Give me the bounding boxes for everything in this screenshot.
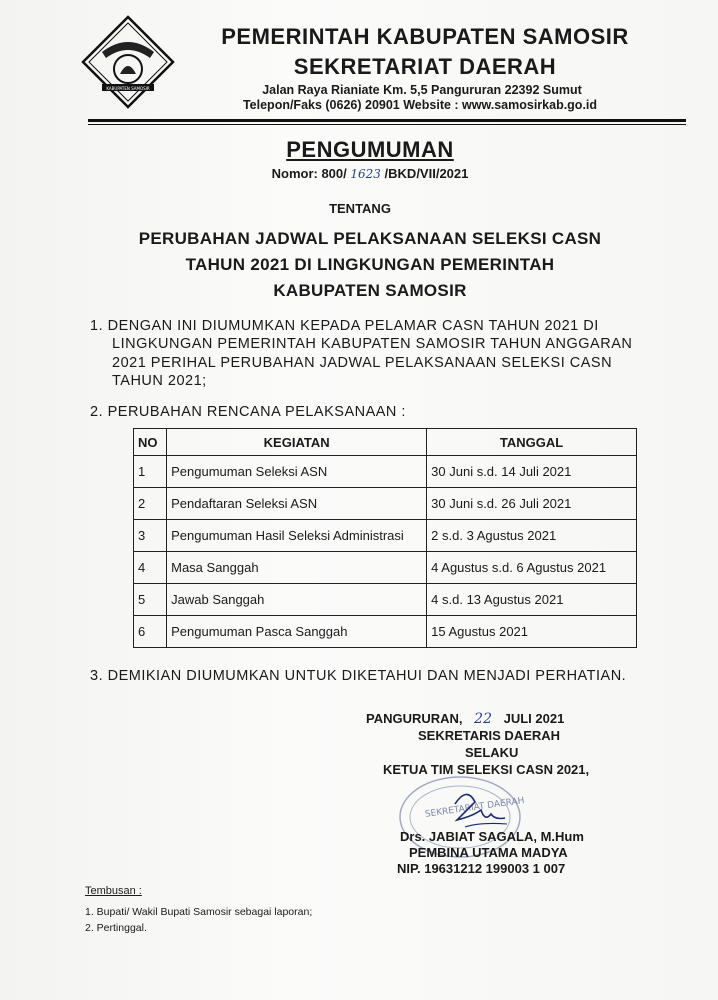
paragraph-1-line: 1. DENGAN INI DIUMUMKAN KEPADA PELAMAR CASN TAHUN 2021 DI: [90, 318, 599, 334]
signer-name: Drs. JABIAT SAGALA, M.Hum: [400, 829, 584, 844]
schedule-table: [133, 428, 637, 648]
row-activity: Pengumuman Hasil Seleksi Administrasi: [167, 520, 427, 552]
subject-line: PERUBAHAN JADWAL PELAKSANAAN SELEKSI CASN: [138, 229, 602, 248]
document-number-suffix: /BKD/VII/2021: [384, 166, 469, 181]
signer-rank: PEMBINA UTAMA MADYA: [409, 845, 568, 860]
column-header-no: NO: [134, 429, 167, 456]
document-number-prefix: Nomor: 800/: [271, 166, 347, 181]
paragraph-1-line: LINGKUNGAN PEMERINTAH KABUPATEN SAMOSIR TAHUN ANGGARAN: [112, 336, 633, 352]
cc-title: Tembusan :: [85, 885, 142, 897]
signature-role: SELAKU: [465, 745, 519, 760]
table-row: [134, 584, 637, 616]
table-row: [134, 488, 637, 520]
row-date: 2 s.d. 3 Agustus 2021: [427, 520, 637, 552]
document-number-handwritten: 1623: [350, 167, 381, 181]
row-activity: Pengumuman Pasca Sanggah: [167, 616, 427, 648]
row-activity: Pengumuman Seleksi ASN: [167, 456, 427, 488]
header-government-name: PEMERINTAH KABUPATEN SAMOSIR: [221, 24, 629, 49]
table-header-row: [134, 429, 637, 456]
document-title: PENGUMUMAN: [286, 137, 454, 162]
row-activity: Pendaftaran Seleksi ASN: [167, 488, 427, 520]
stamp-text: SEKRETARIAT DAERAH: [424, 795, 525, 820]
header-address: Jalan Raya Rianiate Km. 5,5 Pangururan 22392 Sumut: [262, 83, 582, 97]
document-number: [230, 166, 510, 181]
signature-day-handwritten: 22: [474, 711, 492, 727]
row-date: 4 Agustus s.d. 6 Agustus 2021: [427, 552, 637, 584]
paragraph-3: 3. DEMIKIAN DIUMUMKAN UNTUK DIKETAHUI DAN MENJADI PERHATIAN.: [90, 668, 627, 684]
row-date: 30 Juni s.d. 26 Juli 2021: [427, 488, 637, 520]
header-contact: Telepon/Faks (0626) 20901 Website : www.samosirkab.go.id: [242, 98, 598, 112]
subject-line: KABUPATEN SAMOSIR: [273, 281, 467, 300]
row-date: 15 Agustus 2021: [427, 616, 637, 648]
logo-ribbon-text: KABUPATEN SAMOSIR: [106, 86, 150, 91]
cc-item: 1. Bupati/ Wakil Bupati Samosir sebagai laporan;: [85, 906, 313, 918]
cc-item: 2. Pertinggal.: [85, 922, 147, 934]
column-header-tanggal: TANGGAL: [427, 429, 637, 456]
row-date: 30 Juni s.d. 14 Juli 2021: [427, 456, 637, 488]
signature-date: [366, 711, 564, 727]
signature-place: PANGURURAN,: [366, 711, 463, 726]
signature-role: SEKRETARIS DAERAH: [418, 728, 561, 743]
row-date: 4 s.d. 13 Agustus 2021: [427, 584, 637, 616]
signature-role: KETUA TIM SELEKSI CASN 2021,: [383, 762, 590, 777]
row-number: 2: [134, 488, 167, 520]
header-divider-thin: [88, 124, 686, 125]
signature-month-year: JULI 2021: [503, 711, 565, 726]
table-row: [134, 456, 637, 488]
signer-nip: NIP. 19631212 199003 1 007: [397, 861, 566, 876]
row-number: 3: [134, 520, 167, 552]
header-divider-thick: [88, 119, 686, 122]
column-header-kegiatan: KEGIATAN: [167, 429, 427, 456]
table-row: [134, 520, 637, 552]
row-number: 6: [134, 616, 167, 648]
table-row: [134, 616, 637, 648]
paragraph-2: 2. PERUBAHAN RENCANA PELAKSANAAN :: [90, 404, 406, 420]
row-activity: Masa Sanggah: [167, 552, 427, 584]
row-number: 4: [134, 552, 167, 584]
row-number: 5: [134, 584, 167, 616]
subject-line: TAHUN 2021 DI LINGKUNGAN PEMERINTAH: [185, 255, 555, 274]
row-number: 1: [134, 456, 167, 488]
about-label: TENTANG: [329, 201, 391, 216]
paragraph-1-line: TAHUN 2021;: [112, 373, 207, 389]
header-office-name: SEKRETARIAT DAERAH: [293, 54, 557, 79]
regency-logo-icon: [80, 14, 176, 110]
table-row: [134, 552, 637, 584]
paragraph-1-line: 2021 PERIHAL PERUBAHAN JADWAL PELAKSANAAN SELEKSI CASN: [112, 355, 613, 371]
row-activity: Jawab Sanggah: [167, 584, 427, 616]
